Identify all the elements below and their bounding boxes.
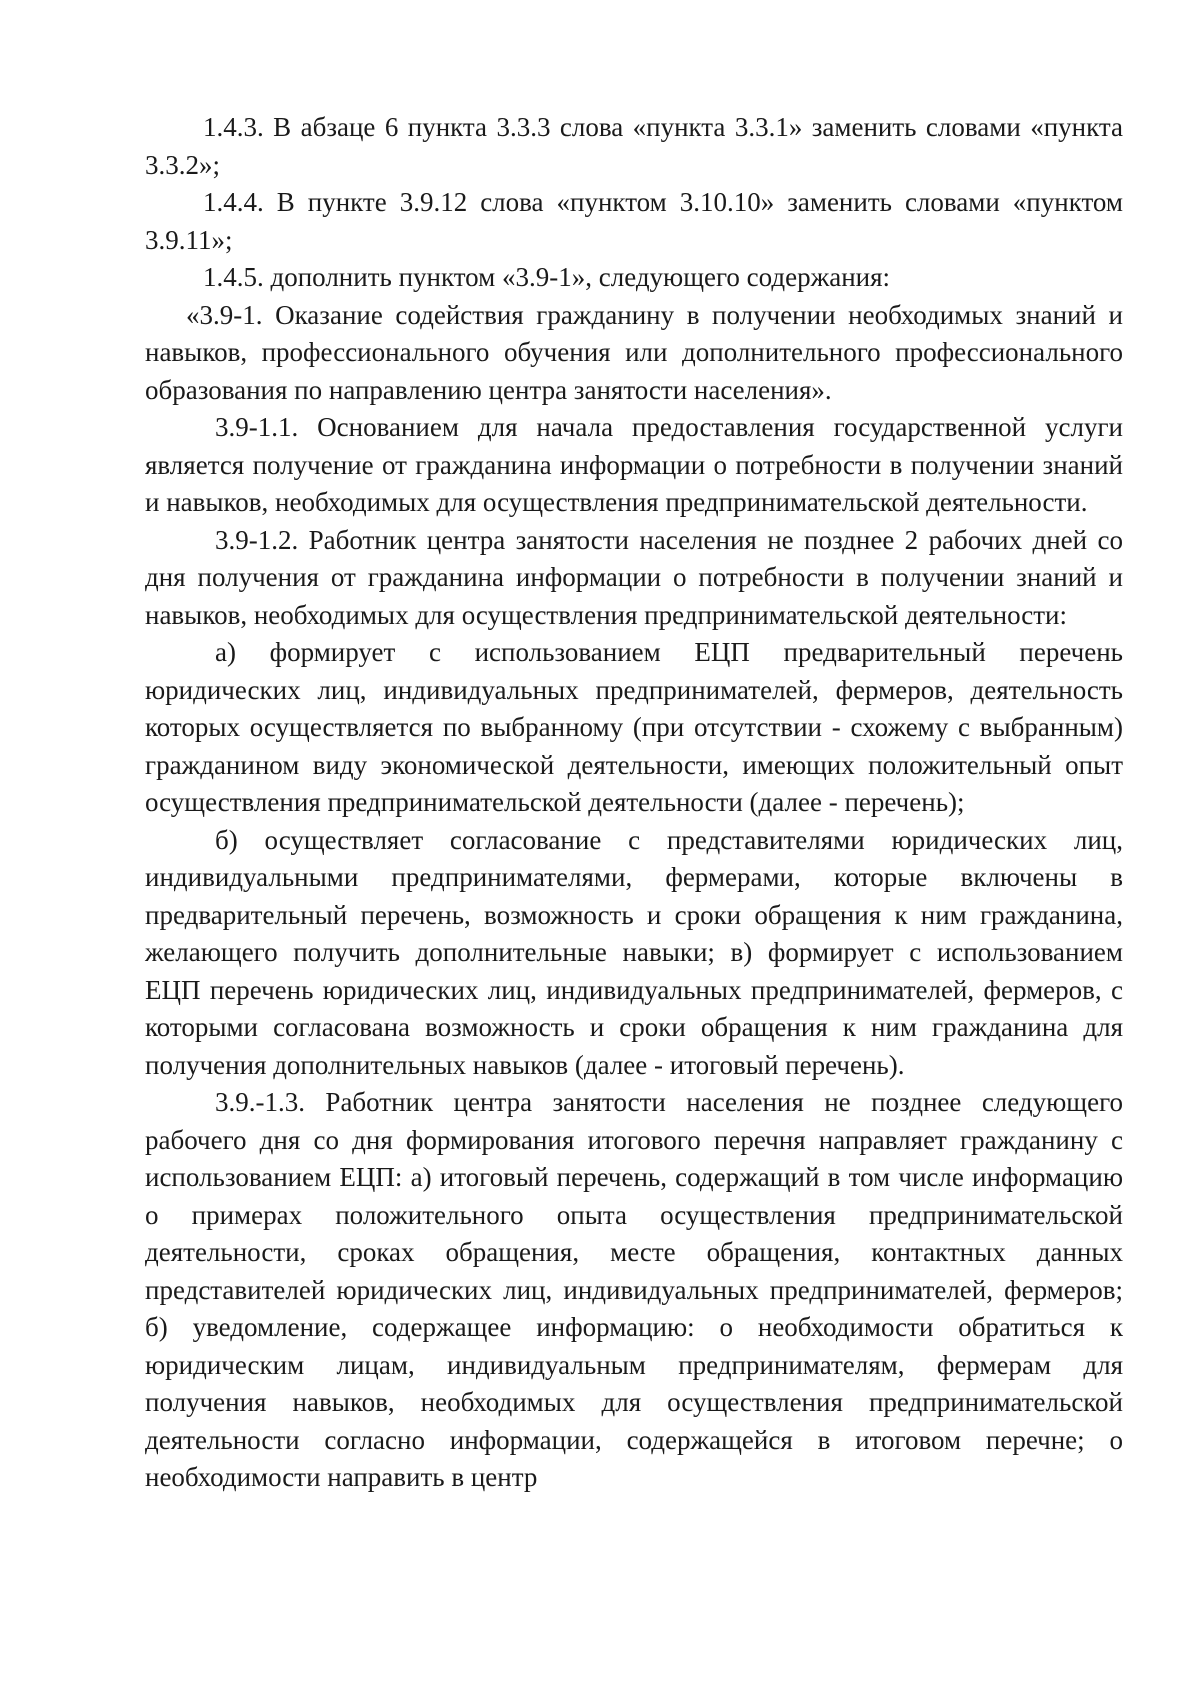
paragraph-1-4-3: 1.4.3. В абзаце 6 пункта 3.3.3 слова «пункта 3.3.1» заменить словами «пункта 3.3.2»; bbox=[145, 112, 1123, 180]
paragraph-1-4-5: 1.4.5. дополнить пунктом «3.9-1», следующего содержания: bbox=[203, 262, 891, 292]
paragraph-3-9-1-2: 3.9-1.2. Работник центра занятости населения не позднее 2 рабочих дней со дня получения от гражданина информации о потребности в получении знаний и навыков, необходимых для осуществления предпринимательской деятельности: bbox=[145, 524, 1123, 630]
paragraph-item-b: б) осуществляет согласование с представителями юридических лиц, индивидуальными предпринимателями, фермерами, которые включены в предварительный перечень, возможность и сроки обращения к ним гражданина, желающего получить дополнительные навыки; в) формирует с использованием ЕЦП перечень юридических лиц, индивидуальных предпринимателей, фермеров, с которыми согласована возможность и сроки обращения к ним гражданина для получения дополнительных навыков (далее - итоговый перечень). bbox=[145, 824, 1123, 1080]
paragraph-1-4-4: 1.4.4. В пункте 3.9.12 слова «пунктом 3.10.10» заменить словами «пунктом 3.9.11»; bbox=[145, 187, 1123, 255]
document-body bbox=[145, 109, 1123, 1497]
paragraph-3-9-1-3: 3.9.-1.3. Работник центра занятости населения не позднее следующего рабочего дня со дня формирования итогового перечня направляет гражданину с использованием ЕЦП: а) итоговый перечень, содержащий в том числе информацию о примерах положительного опыта осуществления предпринимательской деятельности, сроках обращения, месте обращения, контактных данных представителей юридических лиц, индивидуальных предпринимателей, фермеров; б) уведомление, содержащее информацию: о необходимости обратиться к юридическим лицам, индивидуальным предпринимателям, фермерам для получения навыков, необходимых для осуществления предпринимательской деятельности согласно информации, содержащейся в итоговом перечне; о необходимости направить в центр bbox=[145, 1087, 1123, 1492]
paragraph-item-a: а) формирует с использованием ЕЦП предварительный перечень юридических лиц, индивидуальных предпринимателей, фермеров, деятельность которых осуществляется по выбранному (при отсутствии - схожему с выбранным) гражданином виду экономической деятельности, имеющих положительный опыт осуществления предпринимательской деятельности (далее - перечень); bbox=[145, 637, 1123, 817]
paragraph-3-9-1: «3.9-1. Оказание содействия гражданину в получении необходимых знаний и навыков, профессионального обучения или дополнительного профессионального образования по направлению центра занятости населения». bbox=[145, 299, 1123, 405]
paragraph-3-9-1-1: 3.9-1.1. Основанием для начала предоставления государственной услуги является получение от гражданина информации о потребности в получении знаний и навыков, необходимых для осуществления предпринимательской деятельности. bbox=[145, 412, 1123, 517]
